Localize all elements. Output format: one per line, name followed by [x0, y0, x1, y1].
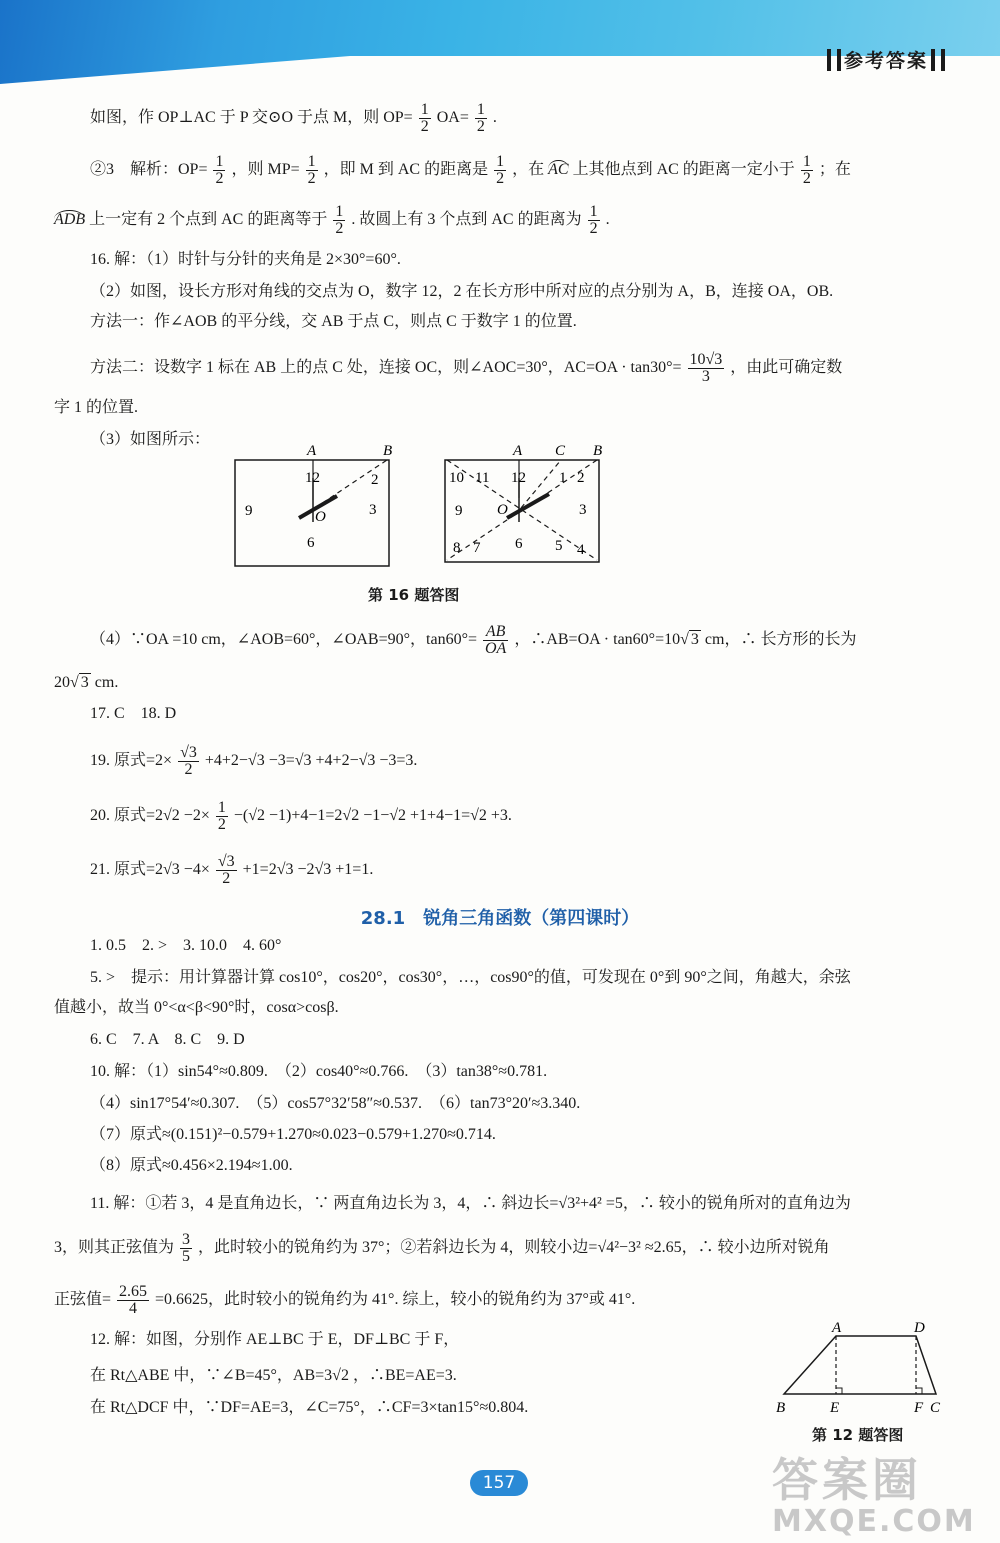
- answer-tag: [824, 46, 948, 73]
- clock-left: [235, 443, 392, 566]
- line-13: [90, 745, 417, 778]
- label-A: A: [832, 1320, 842, 1336]
- label-A: A: [307, 443, 317, 459]
- clock-right: [445, 443, 602, 562]
- figure-16-clocks: [225, 438, 615, 573]
- trapezoid: [784, 1336, 936, 1394]
- fraction: $\frac{1}{2}$: [335, 203, 344, 237]
- label-O: O: [497, 502, 508, 518]
- fraction: $\frac{√3}{2}$: [180, 744, 197, 778]
- line-20: 10. 解：（1）sin54°≈0.809. （2）cos40°≈0.766. （3）tan38°≈0.781.: [90, 1063, 548, 1080]
- label-B: B: [593, 443, 603, 459]
- text: ②3 解析：OP=: [90, 161, 208, 179]
- fraction: $\frac{1}{2}$: [802, 153, 811, 187]
- text: ；在: [818, 161, 851, 179]
- num-12: 12: [305, 470, 320, 486]
- text: ，由此可确定数: [730, 359, 843, 377]
- line-15: [90, 854, 373, 887]
- line-14: [90, 800, 512, 833]
- fraction: $\frac{1}{2}$: [420, 101, 429, 135]
- num-6: 6: [515, 536, 523, 552]
- line-29: 在 Rt△DCF 中，∵DF=AE=3，∠C=75°，∴CF=3×tan15°≈0.804.: [90, 1399, 529, 1416]
- line-3: [54, 204, 610, 237]
- text: cm，∴ 长方形的长为: [704, 631, 857, 649]
- line-12: 17. C 18. D: [90, 705, 177, 722]
- text: OA=: [436, 109, 469, 127]
- line-7: [90, 352, 842, 385]
- label-F: F: [914, 1400, 924, 1416]
- num-12: 12: [511, 470, 526, 486]
- num-3: 3: [579, 502, 587, 518]
- watermark-logo: [772, 1444, 992, 1539]
- text: cm.: [94, 674, 119, 691]
- line-1: [90, 102, 497, 135]
- line-2: [90, 154, 851, 187]
- line-19: 6. C 7. A 8. C 9. D: [90, 1031, 245, 1048]
- text: +1=2√3 −2√3 +1=1.: [242, 861, 374, 879]
- line-11: 20√ 3 cm.: [54, 674, 119, 691]
- text: −(√2 −1)+4−1=2√2 −1−√2 +1+4−1=√2 +3.: [233, 807, 512, 825]
- num-2: 2: [371, 472, 379, 488]
- num-2: 2: [577, 470, 585, 486]
- text: 如图，作 OP⊥AC 于 P 交⊙O 于点 M，则 OP=: [90, 109, 413, 127]
- line-27: 12. 解：如图，分别作 AE⊥BC 于 E，DF⊥BC 于 F，: [90, 1331, 460, 1348]
- figure-12-trapezoid: [770, 1318, 946, 1418]
- fraction: $\frac{1}{2}$: [215, 153, 224, 187]
- figure-12-caption: 第 12 题答图: [812, 1426, 904, 1444]
- num-5: 5: [555, 538, 563, 554]
- sqrt-radicand: 3: [80, 674, 89, 691]
- right-angle-F: [916, 1388, 922, 1394]
- text: 20: [54, 674, 70, 691]
- num-11: 11: [475, 470, 490, 486]
- num-6: 6: [307, 535, 315, 551]
- section-title: 28.1 锐角三角函数（第四课时）: [360, 908, 640, 929]
- text: .: [605, 211, 610, 229]
- label-O: O: [315, 509, 326, 525]
- arc-label: AC: [548, 161, 569, 179]
- text: .: [492, 109, 497, 127]
- line-4: 16. 解：（1）时针与分针的夹角是 2×30°=60°.: [90, 251, 401, 268]
- fraction: $\frac{1}{2}$: [307, 153, 316, 187]
- text: 方法二：设数字 1 标在 AB 上的点 C 处，连接 OC，则∠AOC=30°，AC=OA · tan30°=: [90, 359, 682, 377]
- text: ，即 M 到 AC 的距离是: [323, 161, 489, 179]
- fraction: $\frac{1}{2}$: [476, 101, 485, 135]
- watermark-text: 答案圈: [772, 1453, 922, 1507]
- line-5: （2）如图，设长方形对角线的交点为 O，数字 12，2 在长方形中所对应的点分别为 A，B，连接 OA，OB.: [90, 283, 834, 300]
- label-D: D: [914, 1320, 925, 1336]
- line-28: 在 Rt△ABE 中，∵∠B=45°，AB=3√2 ，∴BE=AE=3.: [90, 1367, 457, 1384]
- text: ，∴AB=OA · tan60°=10: [514, 631, 681, 649]
- fraction: $\frac{10√3}{3}$: [689, 351, 723, 385]
- fraction: $\frac{3}{5}$: [182, 1231, 191, 1265]
- text: ，此时较小的锐角约为 37°；②若斜边长为 4，则较小边=√4²−3² ≈2.65，∴ 较小边所对锐角: [198, 1239, 830, 1257]
- fraction: $\frac{2.65}{4}$: [119, 1283, 148, 1317]
- answer-tag-text: 参考答案: [843, 50, 928, 72]
- text: 21. 原式=2√3 −4×: [90, 861, 210, 879]
- figure-16-caption: 第 16 题答图: [368, 586, 460, 604]
- label-C: C: [930, 1400, 941, 1416]
- label-B: B: [383, 443, 393, 459]
- line-17: 5. > 提示：用计算器计算 cos10°，cos20°，cos30°，…，cos90°的值，可发现在 0°到 90°之间，角越大，余弦: [90, 969, 851, 986]
- num-8: 8: [453, 540, 461, 556]
- fraction: $\frac{√3}{2}$: [217, 853, 235, 887]
- arc-label: ADB: [54, 211, 86, 229]
- line-16: 1. 0.5 2. > 3. 10.0 4. 60°: [90, 937, 282, 954]
- text: （4）∵OA =10 cm，∠AOB=60°，∠OAB=90°，tan60°=: [90, 631, 477, 649]
- line-26: [54, 1284, 635, 1317]
- num-3: 3: [369, 502, 377, 518]
- line-10: （4）∵OA =10 cm，∠AOB=60°，∠OAB=90°，tan60°= $\frac{AB}{OA}$ ，∴AB=OA · tan60°=10√ 3 cm，∴ 长方形的长为: [90, 623, 857, 657]
- text: 上一定有 2 个点到 AC 的距离等于: [89, 211, 328, 229]
- num-9: 9: [245, 503, 253, 519]
- text: 19. 原式=2×: [90, 752, 173, 770]
- label-E: E: [830, 1400, 840, 1416]
- line-9: （3）如图所示：: [90, 431, 211, 448]
- text: . 故圆上有 3 个点到 AC 的距离为: [351, 211, 582, 229]
- line-8: 字 1 的位置.: [54, 399, 139, 416]
- text: ，在: [512, 161, 545, 179]
- fraction: $\frac{1}{2}$: [496, 153, 505, 187]
- fraction: $\frac{AB}{OA}$: [485, 623, 507, 657]
- num-4: 4: [577, 542, 585, 558]
- line-21: （4）sin17°54′≈0.307. （5）cos57°32′58″≈0.537. （6）tan73°20′≈3.340.: [90, 1095, 581, 1112]
- page-number: 157: [470, 1470, 528, 1496]
- sqrt-radicand: 3: [690, 631, 699, 649]
- line-23: （8）原式≈0.456×2.194≈1.00.: [90, 1157, 293, 1174]
- watermark-url: MXQE.COM: [772, 1504, 976, 1539]
- line-25: [54, 1232, 830, 1265]
- label-A: A: [513, 443, 523, 459]
- text: ，则 MP=: [231, 161, 300, 179]
- line-6: 方法一：作∠AOB 的平分线，交 AB 于点 C，则点 C 于数字 1 的位置.: [90, 313, 577, 330]
- text: 3，则其正弦值为: [54, 1239, 175, 1257]
- fraction: $\frac{1}{2}$: [217, 799, 226, 833]
- num-10: 10: [449, 470, 464, 486]
- text: +4+2−√3 −3=√3 +4+2−√3 −3=3.: [204, 752, 418, 770]
- num-9: 9: [455, 503, 463, 519]
- label-C: C: [555, 443, 566, 459]
- label-B: B: [776, 1400, 786, 1416]
- hour-hand: [507, 494, 549, 518]
- text: 正弦值=: [54, 1291, 112, 1309]
- line-24: 11. 解：①若 3，4 是直角边长，∵ 两直角边长为 3，4，∴ 斜边长=√3²+4² =5，∴ 较小的锐角所对的直角边为: [90, 1195, 851, 1212]
- num-1: 1: [559, 470, 567, 486]
- line-22: （7）原式≈(0.151)²−0.579+1.270≈0.023−0.579+1.270≈0.714.: [90, 1126, 496, 1143]
- header-band: [0, 0, 1000, 88]
- text: 上其他点到 AC 的距离一定小于: [572, 161, 795, 179]
- line-18: 值越小，故当 0°<α<β<90°时，cosα>cosβ.: [54, 999, 339, 1016]
- text: =0.6625，此时较小的锐角约为 41°. 综上，较小的锐角约为 37°或 41°.: [155, 1291, 636, 1309]
- right-angle-E: [836, 1388, 842, 1394]
- text: 20. 原式=2√2 −2×: [90, 807, 210, 825]
- fraction: $\frac{1}{2}$: [589, 203, 598, 237]
- num-7: 7: [473, 540, 481, 556]
